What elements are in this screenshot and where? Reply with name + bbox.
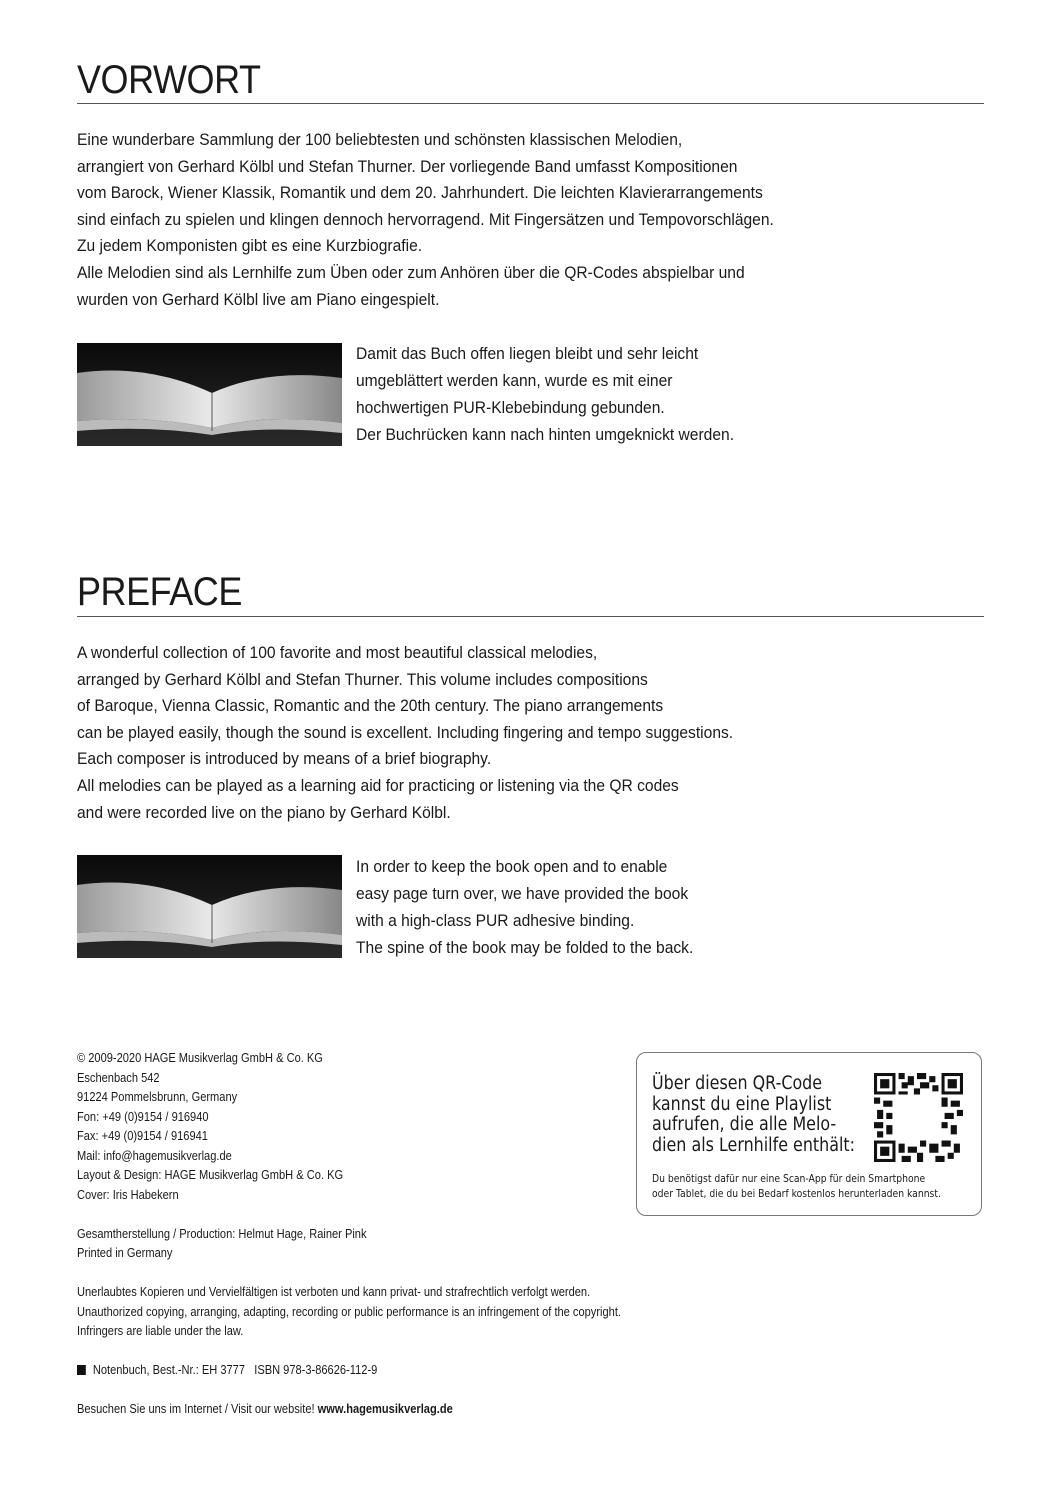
vorwort-binding-text [356, 340, 758, 448]
text-line: hochwertigen PUR-Klebebindung gebunden. [356, 398, 665, 417]
address-line: Eschenbach 542 [77, 1070, 160, 1085]
text-line: wurden von Gerhard Kölbl live am Piano eingespielt. [77, 289, 440, 309]
website-link[interactable]: www.hagemusikverlag.de [317, 1402, 453, 1416]
copyright-line: © 2009-2020 HAGE Musikverlag GmbH & Co. KG [77, 1051, 323, 1065]
mail-line: Mail: info@hagemusikverlag.de [77, 1148, 232, 1163]
text-line: umgeblättert werden kann, wurde es mit einer [356, 371, 673, 390]
order-number-line [77, 1361, 621, 1381]
text-line: and were recorded live on the piano by Gerhard Kölbl. [77, 802, 451, 822]
website-line [77, 1400, 621, 1420]
qr-description [652, 1074, 888, 1156]
text-line: Each composer is introduced by means of a brief biography. [77, 749, 492, 769]
imprint [77, 1049, 695, 1420]
preface-binding-text [356, 853, 715, 961]
text-line: vom Barock, Wiener Klassik, Romantik und dem 20. Jahrhundert. Die leichten Klavierarrangements [77, 183, 763, 203]
copyright-notice: Infringers are liable under the law. [77, 1324, 244, 1338]
website-prefix: Besuchen Sie uns im Internet / Visit our website! [77, 1402, 318, 1416]
text-line: The spine of the book may be folded to the back. [356, 938, 694, 957]
open-book-image [77, 855, 342, 958]
text-line: oder Tablet, die du bei Bedarf kostenlos herunterladen kannst. [652, 1187, 941, 1200]
text-line: easy page turn over, we have provided the book [356, 884, 689, 903]
text-line: Der Buchrücken kann nach hinten umgeknickt werden. [356, 425, 735, 444]
divider [77, 616, 984, 617]
order-number: Notenbuch, Best.-Nr.: EH 3777 ISBN 978-3-86626-112-9 [92, 1363, 378, 1377]
copyright-notice: Unerlaubtes Kopieren und Vervielfältigen ist verboten und kann privat- und strafrechtlich verfolgt werden. [77, 1285, 591, 1299]
text-line: Alle Melodien sind als Lernhilfe zum Üben oder zum Anhören über die QR-Codes abspielbar und [77, 262, 745, 282]
text-line: In order to keep the book open and to enable [356, 857, 668, 876]
divider [77, 103, 984, 104]
vorwort-text [77, 127, 818, 313]
text-line: All melodies can be played as a learning aid for practicing or listening via the QR codes [77, 775, 679, 795]
text-line: A wonderful collection of 100 favorite and most beautiful classical melodies, [77, 643, 598, 662]
copyright-notice: Unauthorized copying, arranging, adapting, recording or public performance is an infringement of the copyright. [77, 1304, 621, 1319]
qr-code-box [636, 1052, 982, 1216]
text-line: Du benötigst dafür nur eine Scan-App für dein Smartphone [652, 1172, 926, 1185]
preface-text [77, 640, 775, 826]
layout-credit: Layout & Design: HAGE Musikverlag GmbH & Co. KG [77, 1168, 344, 1182]
fax-line: Fax: +49 (0)9154 / 916941 [77, 1129, 208, 1143]
text-line: dien als Lernhilfe enthält: [652, 1134, 856, 1156]
phone-line: Fon: +49 (0)9154 / 916940 [77, 1109, 209, 1124]
text-line: aufrufen, die alle Melo- [652, 1114, 837, 1135]
text-line: with a high-class PUR adhesive binding. [356, 911, 635, 930]
production-credit: Gesamtherstellung / Production: Helmut Hage, Rainer Pink [77, 1226, 367, 1241]
text-line: can be played easily, though the sound is excellent. Including fingering and tempo suggestions. [77, 722, 734, 742]
text-line: arranged by Gerhard Kölbl and Stefan Thurner. This volume includes compositions [77, 669, 648, 689]
qr-code-icon[interactable] [874, 1073, 963, 1162]
text-line: kannst du eine Playlist [652, 1093, 832, 1115]
text-line: Zu jedem Komponisten gibt es eine Kurzbiografie. [77, 236, 423, 256]
open-book-image [77, 343, 342, 446]
vorwort-title: VORWORT [77, 58, 261, 102]
text-line: Damit das Buch offen liegen bleibt und sehr leicht [356, 344, 699, 363]
text-line: arrangiert von Gerhard Kölbl und Stefan Thurner. Der vorliegende Band umfasst Kompositionen [77, 156, 738, 176]
square-bullet-icon [77, 1365, 86, 1375]
cover-credit: Cover: Iris Habekern [77, 1187, 179, 1202]
preface-title: PREFACE [77, 570, 242, 614]
text-line: Über diesen QR-Code [652, 1073, 823, 1094]
qr-note [652, 1171, 996, 1201]
text-line: of Baroque, Vienna Classic, Romantic and the 20th century. The piano arrangements [77, 696, 664, 716]
address-line: 91224 Pommelsbrunn, Germany [77, 1090, 238, 1104]
text-line: Eine wunderbare Sammlung der 100 beliebtesten und schönsten klassischen Melodien, [77, 130, 683, 149]
text-line: sind einfach zu spielen und klingen dennoch hervorragend. Mit Fingersätzen und Tempovorschlägen. [77, 209, 774, 229]
printed-in: Printed in Germany [77, 1246, 173, 1260]
